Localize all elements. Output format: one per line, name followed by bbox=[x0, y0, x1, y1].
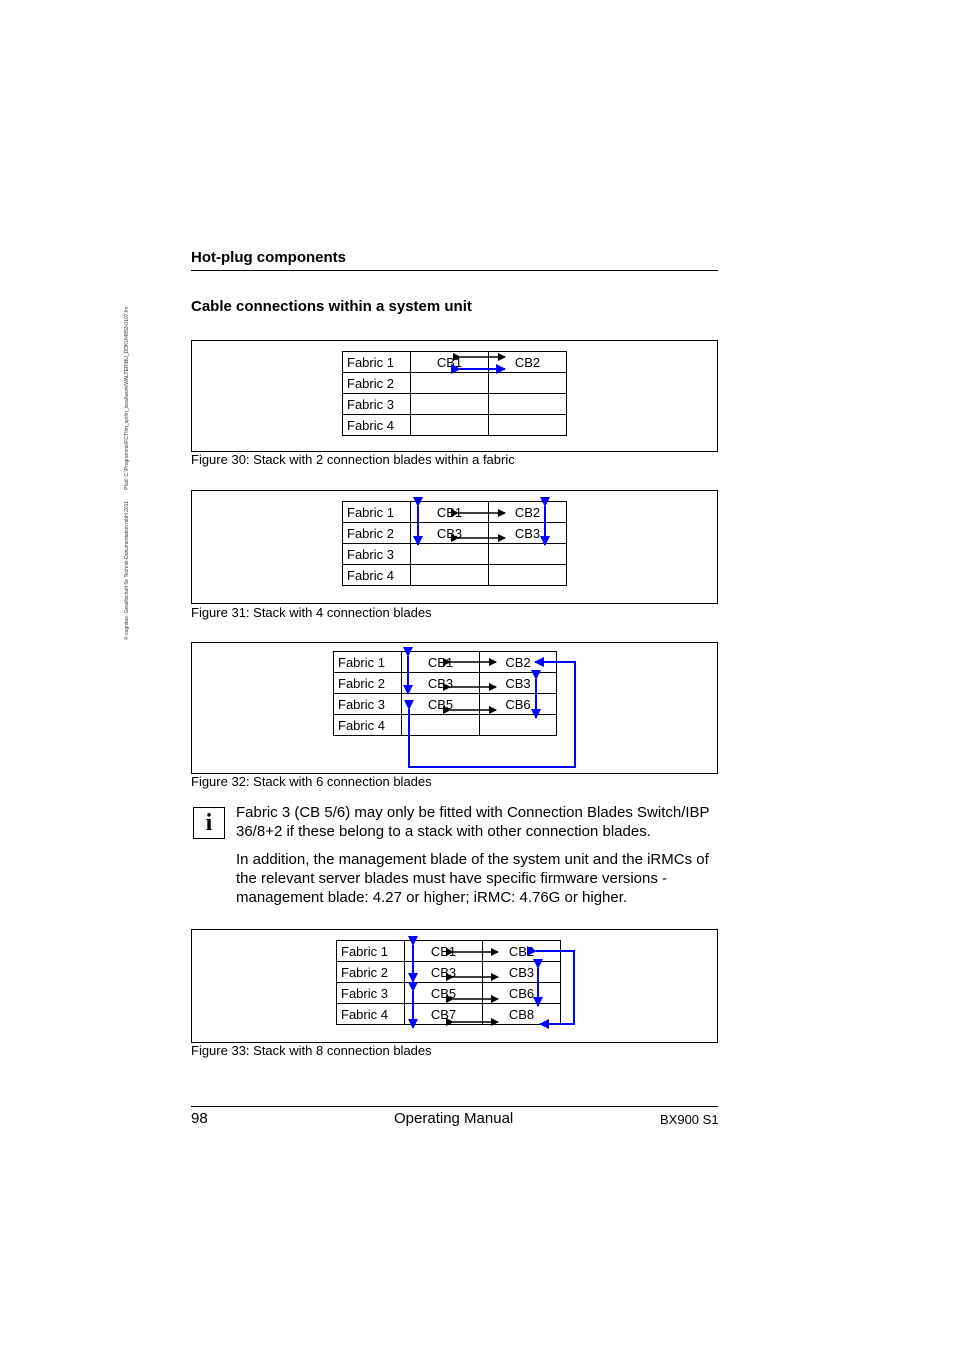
cb-cell bbox=[411, 394, 489, 415]
file-path-text: Pfad: C:\Programme\FCT\fm_sp\fm_local\work\WALTER\BU_DOKU\4853-0107.fm bbox=[124, 306, 130, 490]
table-row bbox=[334, 673, 557, 694]
cb-cell bbox=[411, 544, 489, 565]
fabric-label: Fabric 3 bbox=[337, 983, 405, 1004]
table-row bbox=[343, 502, 567, 523]
cb-cell bbox=[411, 565, 489, 586]
fabric-label: Fabric 1 bbox=[337, 941, 405, 962]
header-divider bbox=[191, 270, 718, 271]
fabric-label: Fabric 3 bbox=[343, 394, 411, 415]
table-row bbox=[337, 983, 561, 1004]
cb-cell bbox=[489, 544, 567, 565]
table-row bbox=[343, 415, 567, 436]
table-row bbox=[343, 373, 567, 394]
fabric-label: Fabric 1 bbox=[343, 352, 411, 373]
cb-cell: CB8 bbox=[483, 1004, 561, 1025]
manual-title: Operating Manual bbox=[394, 1110, 514, 1127]
copyright-text: © cognitas. Gesellschaft für Technik-Dokumentation mbH 2011 bbox=[124, 501, 130, 640]
cb-cell bbox=[480, 715, 557, 736]
table-row bbox=[343, 523, 567, 544]
fabric-label: Fabric 1 bbox=[343, 502, 411, 523]
cb-cell: CB3 bbox=[411, 523, 489, 544]
cb-cell: CB2 bbox=[480, 652, 557, 673]
figure-30-table bbox=[342, 351, 567, 436]
cb-cell: CB2 bbox=[489, 352, 567, 373]
figure-31-caption: Figure 31: Stack with 4 connection blades bbox=[191, 605, 432, 620]
table-row bbox=[334, 652, 557, 673]
fabric-label: Fabric 2 bbox=[334, 673, 402, 694]
fabric-label: Fabric 4 bbox=[343, 415, 411, 436]
cb-cell: CB1 bbox=[411, 502, 489, 523]
table-row bbox=[337, 941, 561, 962]
section-title: Hot-plug components bbox=[191, 249, 346, 266]
table-row bbox=[334, 694, 557, 715]
figure-33-caption: Figure 33: Stack with 8 connection blades bbox=[191, 1043, 432, 1058]
footer-divider bbox=[191, 1106, 718, 1107]
cb-cell bbox=[411, 373, 489, 394]
cb-cell: CB6 bbox=[483, 983, 561, 1004]
info-note-paragraph-2: In addition, the management blade of the system unit and the iRMCs of the relevant server blades must have specific firmware versions - management blade: 4.27 or higher; iRMC: 4.76G or higher. bbox=[236, 851, 709, 906]
cb-cell: CB7 bbox=[405, 1004, 483, 1025]
figure-33-table bbox=[336, 940, 561, 1025]
table-row bbox=[334, 715, 557, 736]
cb-cell bbox=[489, 394, 567, 415]
info-icon: i bbox=[193, 807, 225, 839]
cb-cell: CB5 bbox=[402, 694, 480, 715]
figure-30-caption: Figure 30: Stack with 2 connection blades within a fabric bbox=[191, 452, 515, 467]
cb-cell bbox=[489, 565, 567, 586]
table-row bbox=[337, 962, 561, 983]
fabric-label: Fabric 4 bbox=[343, 565, 411, 586]
side-copyright-note bbox=[124, 297, 130, 640]
page-number: 98 bbox=[191, 1110, 208, 1127]
fabric-label: Fabric 4 bbox=[334, 715, 402, 736]
figure-32-table bbox=[333, 651, 557, 736]
cb-cell: CB1 bbox=[402, 652, 480, 673]
table-row bbox=[343, 565, 567, 586]
cb-cell: CB3 bbox=[489, 523, 567, 544]
cb-cell: CB5 bbox=[405, 983, 483, 1004]
product-name: BX900 S1 bbox=[660, 1112, 719, 1127]
table-row bbox=[343, 394, 567, 415]
cb-cell bbox=[489, 373, 567, 394]
cb-cell: CB2 bbox=[483, 941, 561, 962]
fabric-label: Fabric 4 bbox=[337, 1004, 405, 1025]
table-row bbox=[343, 352, 567, 373]
cb-cell: CB3 bbox=[405, 962, 483, 983]
cb-cell: CB3 bbox=[480, 673, 557, 694]
cb-cell bbox=[489, 415, 567, 436]
cb-cell: CB6 bbox=[480, 694, 557, 715]
fabric-label: Fabric 2 bbox=[343, 373, 411, 394]
cb-cell bbox=[402, 715, 480, 736]
cb-cell: CB2 bbox=[489, 502, 567, 523]
fabric-label: Fabric 1 bbox=[334, 652, 402, 673]
fabric-label: Fabric 2 bbox=[343, 523, 411, 544]
fabric-label: Fabric 3 bbox=[343, 544, 411, 565]
table-row bbox=[337, 1004, 561, 1025]
cb-cell: CB1 bbox=[405, 941, 483, 962]
info-note-paragraph-1: Fabric 3 (CB 5/6) may only be fitted with Connection Blades Switch/IBP 36/8+2 if these belong to a stack with other connection blades. bbox=[236, 804, 710, 840]
figure-31-table bbox=[342, 501, 567, 586]
cb-cell: CB3 bbox=[402, 673, 480, 694]
cb-cell bbox=[411, 415, 489, 436]
cb-cell: CB1 bbox=[411, 352, 489, 373]
fabric-label: Fabric 2 bbox=[337, 962, 405, 983]
fabric-label: Fabric 3 bbox=[334, 694, 402, 715]
cb-cell: CB3 bbox=[483, 962, 561, 983]
table-row bbox=[343, 544, 567, 565]
figure-32-caption: Figure 32: Stack with 6 connection blades bbox=[191, 774, 432, 789]
subsection-title: Cable connections within a system unit bbox=[191, 298, 472, 315]
